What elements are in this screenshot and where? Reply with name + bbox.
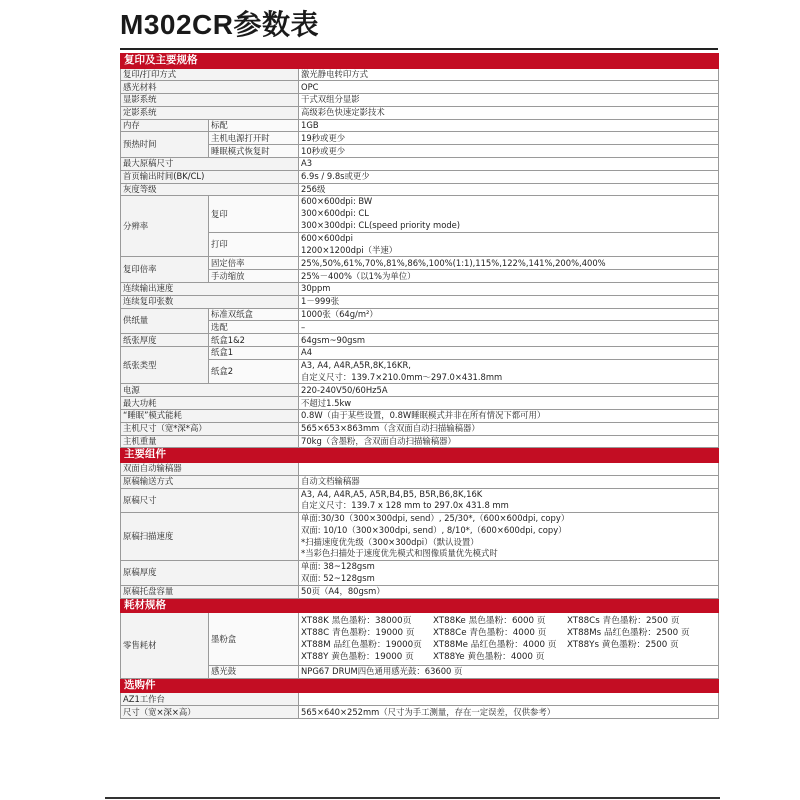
toner-list xyxy=(299,613,719,666)
row-value: 1－999张 xyxy=(299,295,719,308)
section-header-consumables: 耗材规格 xyxy=(121,598,719,613)
toner-item: XT88Y 黄色墨粉：19000 页 xyxy=(301,652,414,663)
value-line: *扫描速度优先级（300×300dpi）（默认设置） xyxy=(301,536,479,547)
row-label: 最大原稿尺寸 xyxy=(121,158,299,171)
row-value xyxy=(299,561,719,586)
table-row xyxy=(121,283,719,296)
row-sublabel: 打印 xyxy=(209,232,299,257)
row-label: 纸张类型 xyxy=(121,347,209,384)
row-label: 首页输出时间(BK/CL) xyxy=(121,170,299,183)
row-label: 电源 xyxy=(121,384,299,397)
row-value xyxy=(299,232,719,257)
table-row xyxy=(121,257,719,270)
value-line: 1200×1200dpi（半速） xyxy=(301,244,398,255)
table-row xyxy=(121,488,719,513)
table-row xyxy=(121,81,719,94)
row-value xyxy=(299,462,719,475)
table-row xyxy=(121,462,719,475)
row-value: NPG67 DRUM四色通用感光鼓：63600 页 xyxy=(299,666,719,679)
row-label: 原稿尺寸 xyxy=(121,488,299,513)
section-header-copy: 复印及主要规格 xyxy=(121,54,719,69)
table-row xyxy=(121,119,719,132)
row-sublabel: 主机电源打开时 xyxy=(209,132,299,145)
row-label: 显影系统 xyxy=(121,94,299,107)
row-value xyxy=(299,488,719,513)
row-value: 50页（A4，80gsm） xyxy=(299,585,719,598)
value-line: A3, A4, A4R,A5R,8K,16KR, xyxy=(301,359,411,370)
toner-item: XT88Ce 青色墨粉：4000 页 xyxy=(433,628,547,639)
table-row xyxy=(121,513,719,561)
value-line: *当彩色扫描处于速度优先模式和图像质量优先模式时 xyxy=(301,548,498,559)
value-line: 300×600dpi: CL xyxy=(301,208,369,219)
table-row xyxy=(121,334,719,347)
row-label: 灰度等级 xyxy=(121,183,299,196)
toner-row xyxy=(301,627,716,639)
row-value: 565×640×252mm（尺寸为手工测量，存在一定误差，仅供参考） xyxy=(299,706,719,719)
value-line: 自定义尺寸：139.7×210.0mm～297.0×431.8mm xyxy=(301,371,503,382)
row-value: 64gsm~90gsm xyxy=(299,334,719,347)
row-label: 原稿托盘容量 xyxy=(121,585,299,598)
row-value: 激光静电转印方式 xyxy=(299,68,719,81)
table-row xyxy=(121,321,719,334)
row-value: 70kg（含墨粉，含双面自动扫描输稿器） xyxy=(299,435,719,448)
toner-item: XT88M 品红色墨粉：19000页 xyxy=(301,640,422,651)
row-sublabel: 复印 xyxy=(209,196,299,232)
row-value xyxy=(299,359,719,384)
table-row xyxy=(121,270,719,283)
table-row xyxy=(121,158,719,171)
row-value xyxy=(299,196,719,232)
row-label: 感光材料 xyxy=(121,81,299,94)
title-rule xyxy=(120,48,718,50)
table-row xyxy=(121,585,719,598)
row-value: 高级彩色快速定影技术 xyxy=(299,106,719,119)
row-value: 30ppm xyxy=(299,283,719,296)
row-label: 复印/打印方式 xyxy=(121,68,299,81)
row-value: 220-240V50/60Hz5A xyxy=(299,384,719,397)
table-row xyxy=(121,706,719,719)
row-label: 复印倍率 xyxy=(121,257,209,283)
page-title: M302CR参数表 xyxy=(120,9,319,40)
row-sublabel: 睡眠模式恢复时 xyxy=(209,145,299,158)
row-value: 自动文档输稿器 xyxy=(299,475,719,488)
row-value: 256级 xyxy=(299,183,719,196)
table-row xyxy=(121,232,719,257)
table-row xyxy=(121,384,719,397)
table-row xyxy=(121,397,719,410)
toner-item: XT88C 青色墨粉：19000 页 xyxy=(301,628,415,639)
row-label: 供纸量 xyxy=(121,308,209,334)
row-label: 连续输出速度 xyxy=(121,283,299,296)
table-row xyxy=(121,183,719,196)
table-row xyxy=(121,435,719,448)
table-row xyxy=(121,613,719,666)
row-sublabel: 标配 xyxy=(209,119,299,132)
row-label: 定影系统 xyxy=(121,106,299,119)
row-value: A3 xyxy=(299,158,719,171)
table-row xyxy=(121,693,719,706)
row-sublabel: 感光鼓 xyxy=(209,666,299,679)
row-label: 原稿扫描速度 xyxy=(121,513,299,561)
value-line: 自定义尺寸：139.7 x 128 mm to 297.0x 431.8 mm xyxy=(301,500,509,511)
row-value: 25%－400%（以1%为单位） xyxy=(299,270,719,283)
row-sublabel: 墨粉盒 xyxy=(209,613,299,666)
row-value: OPC xyxy=(299,81,719,94)
section-header-main: 主要组件 xyxy=(121,448,719,463)
row-value xyxy=(299,693,719,706)
row-value: 25%,50%,61%,70%,81%,86%,100%(1:1),115%,122%,141%,200%,400% xyxy=(299,257,719,270)
table-row xyxy=(121,145,719,158)
row-label: 原稿输送方式 xyxy=(121,475,299,488)
value-line: 双面: 52~128gsm xyxy=(301,573,375,584)
row-value: 1000张（64g/m²） xyxy=(299,308,719,321)
row-label: 预热时间 xyxy=(121,132,209,158)
row-value: 1GB xyxy=(299,119,719,132)
table-row xyxy=(121,308,719,321)
row-label: 最大功耗 xyxy=(121,397,299,410)
toner-row xyxy=(301,639,716,651)
row-value: 6.9s / 9.8s或更少 xyxy=(299,170,719,183)
table-row xyxy=(121,106,719,119)
row-label: 主机重量 xyxy=(121,435,299,448)
toner-item: XT88Ye 黄色墨粉：4000 页 xyxy=(433,652,545,663)
row-value: 干式双组分显影 xyxy=(299,94,719,107)
row-label: AZ1工作台 xyxy=(121,693,299,706)
value-line: A3, A4, A4R,A5, A5R,B4,B5, B5R,B6,8K,16K xyxy=(301,488,483,499)
table-row xyxy=(121,359,719,384)
row-label: 内存 xyxy=(121,119,209,132)
table-row xyxy=(121,295,719,308)
value-line: 300×300dpi: CL(speed priority mode) xyxy=(301,220,461,231)
toner-item: XT88Ys 黄色墨粉：2500 页 xyxy=(567,640,679,651)
row-value: – xyxy=(299,321,719,334)
row-label: 尺寸（宽×深×高） xyxy=(121,706,299,719)
table-row xyxy=(121,170,719,183)
table-row xyxy=(121,94,719,107)
toner-row xyxy=(301,651,716,663)
table-row xyxy=(121,666,719,679)
row-value: 10秒或更少 xyxy=(299,145,719,158)
table-row xyxy=(121,68,719,81)
toner-item: XT88Ms 品红色墨粉：2500 页 xyxy=(567,628,690,639)
row-sublabel: 纸盒1 xyxy=(209,347,299,360)
row-label: 纸张厚度 xyxy=(121,334,209,347)
row-sublabel: 纸盒2 xyxy=(209,359,299,384)
row-label: 主机尺寸（宽*深*高） xyxy=(121,422,299,435)
table-row xyxy=(121,475,719,488)
table-row xyxy=(121,561,719,586)
bottom-rule xyxy=(105,797,720,799)
table-row xyxy=(121,422,719,435)
row-value: 不超过1.5kw xyxy=(299,397,719,410)
table-row xyxy=(121,196,719,232)
toner-item: XT88Ke 黑色墨粉：6000 页 xyxy=(433,616,546,627)
row-value xyxy=(299,513,719,561)
row-sublabel: 手动缩放 xyxy=(209,270,299,283)
toner-item: XT88K 黑色墨粉：38000页 xyxy=(301,616,412,627)
value-line: 单面:30/30（300×300dpi, send）, 25/30*,（600×600dpi, copy） xyxy=(301,513,570,524)
toner-row xyxy=(301,615,716,627)
value-line: 单面: 38~128gsm xyxy=(301,561,375,572)
value-line: 600×600dpi: BW xyxy=(301,196,373,207)
value-line: 600×600dpi xyxy=(301,232,353,243)
row-label: “睡眠”模式能耗 xyxy=(121,410,299,423)
table-row xyxy=(121,132,719,145)
row-label: 分辨率 xyxy=(121,196,209,257)
row-sublabel: 选配 xyxy=(209,321,299,334)
row-sublabel: 纸盒1&2 xyxy=(209,334,299,347)
row-sublabel: 标准双纸盒 xyxy=(209,308,299,321)
value-line: 双面: 10/10（300×300dpi, send）, 8/10*,（600×600dpi, copy） xyxy=(301,524,567,535)
row-value: 19秒或更少 xyxy=(299,132,719,145)
table-row xyxy=(121,410,719,423)
table-row xyxy=(121,347,719,360)
row-label: 零售耗材 xyxy=(121,613,209,679)
row-value: 565×653×863mm（含双面自动扫描输稿器） xyxy=(299,422,719,435)
row-value: A4 xyxy=(299,347,719,360)
section-header-options: 选购件 xyxy=(121,678,719,693)
row-sublabel: 固定倍率 xyxy=(209,257,299,270)
row-value: 0.8W（由于某些设置，0.8W睡眠模式并非在所有情况下都可用） xyxy=(299,410,719,423)
row-label: 连续复印张数 xyxy=(121,295,299,308)
toner-item: XT88Cs 青色墨粉：2500 页 xyxy=(567,616,680,627)
row-label: 原稿厚度 xyxy=(121,561,299,586)
row-label: 双面自动输稿器 xyxy=(121,462,299,475)
spec-table xyxy=(120,53,719,719)
toner-item: XT88Me 品红色墨粉：4000 页 xyxy=(433,640,557,651)
